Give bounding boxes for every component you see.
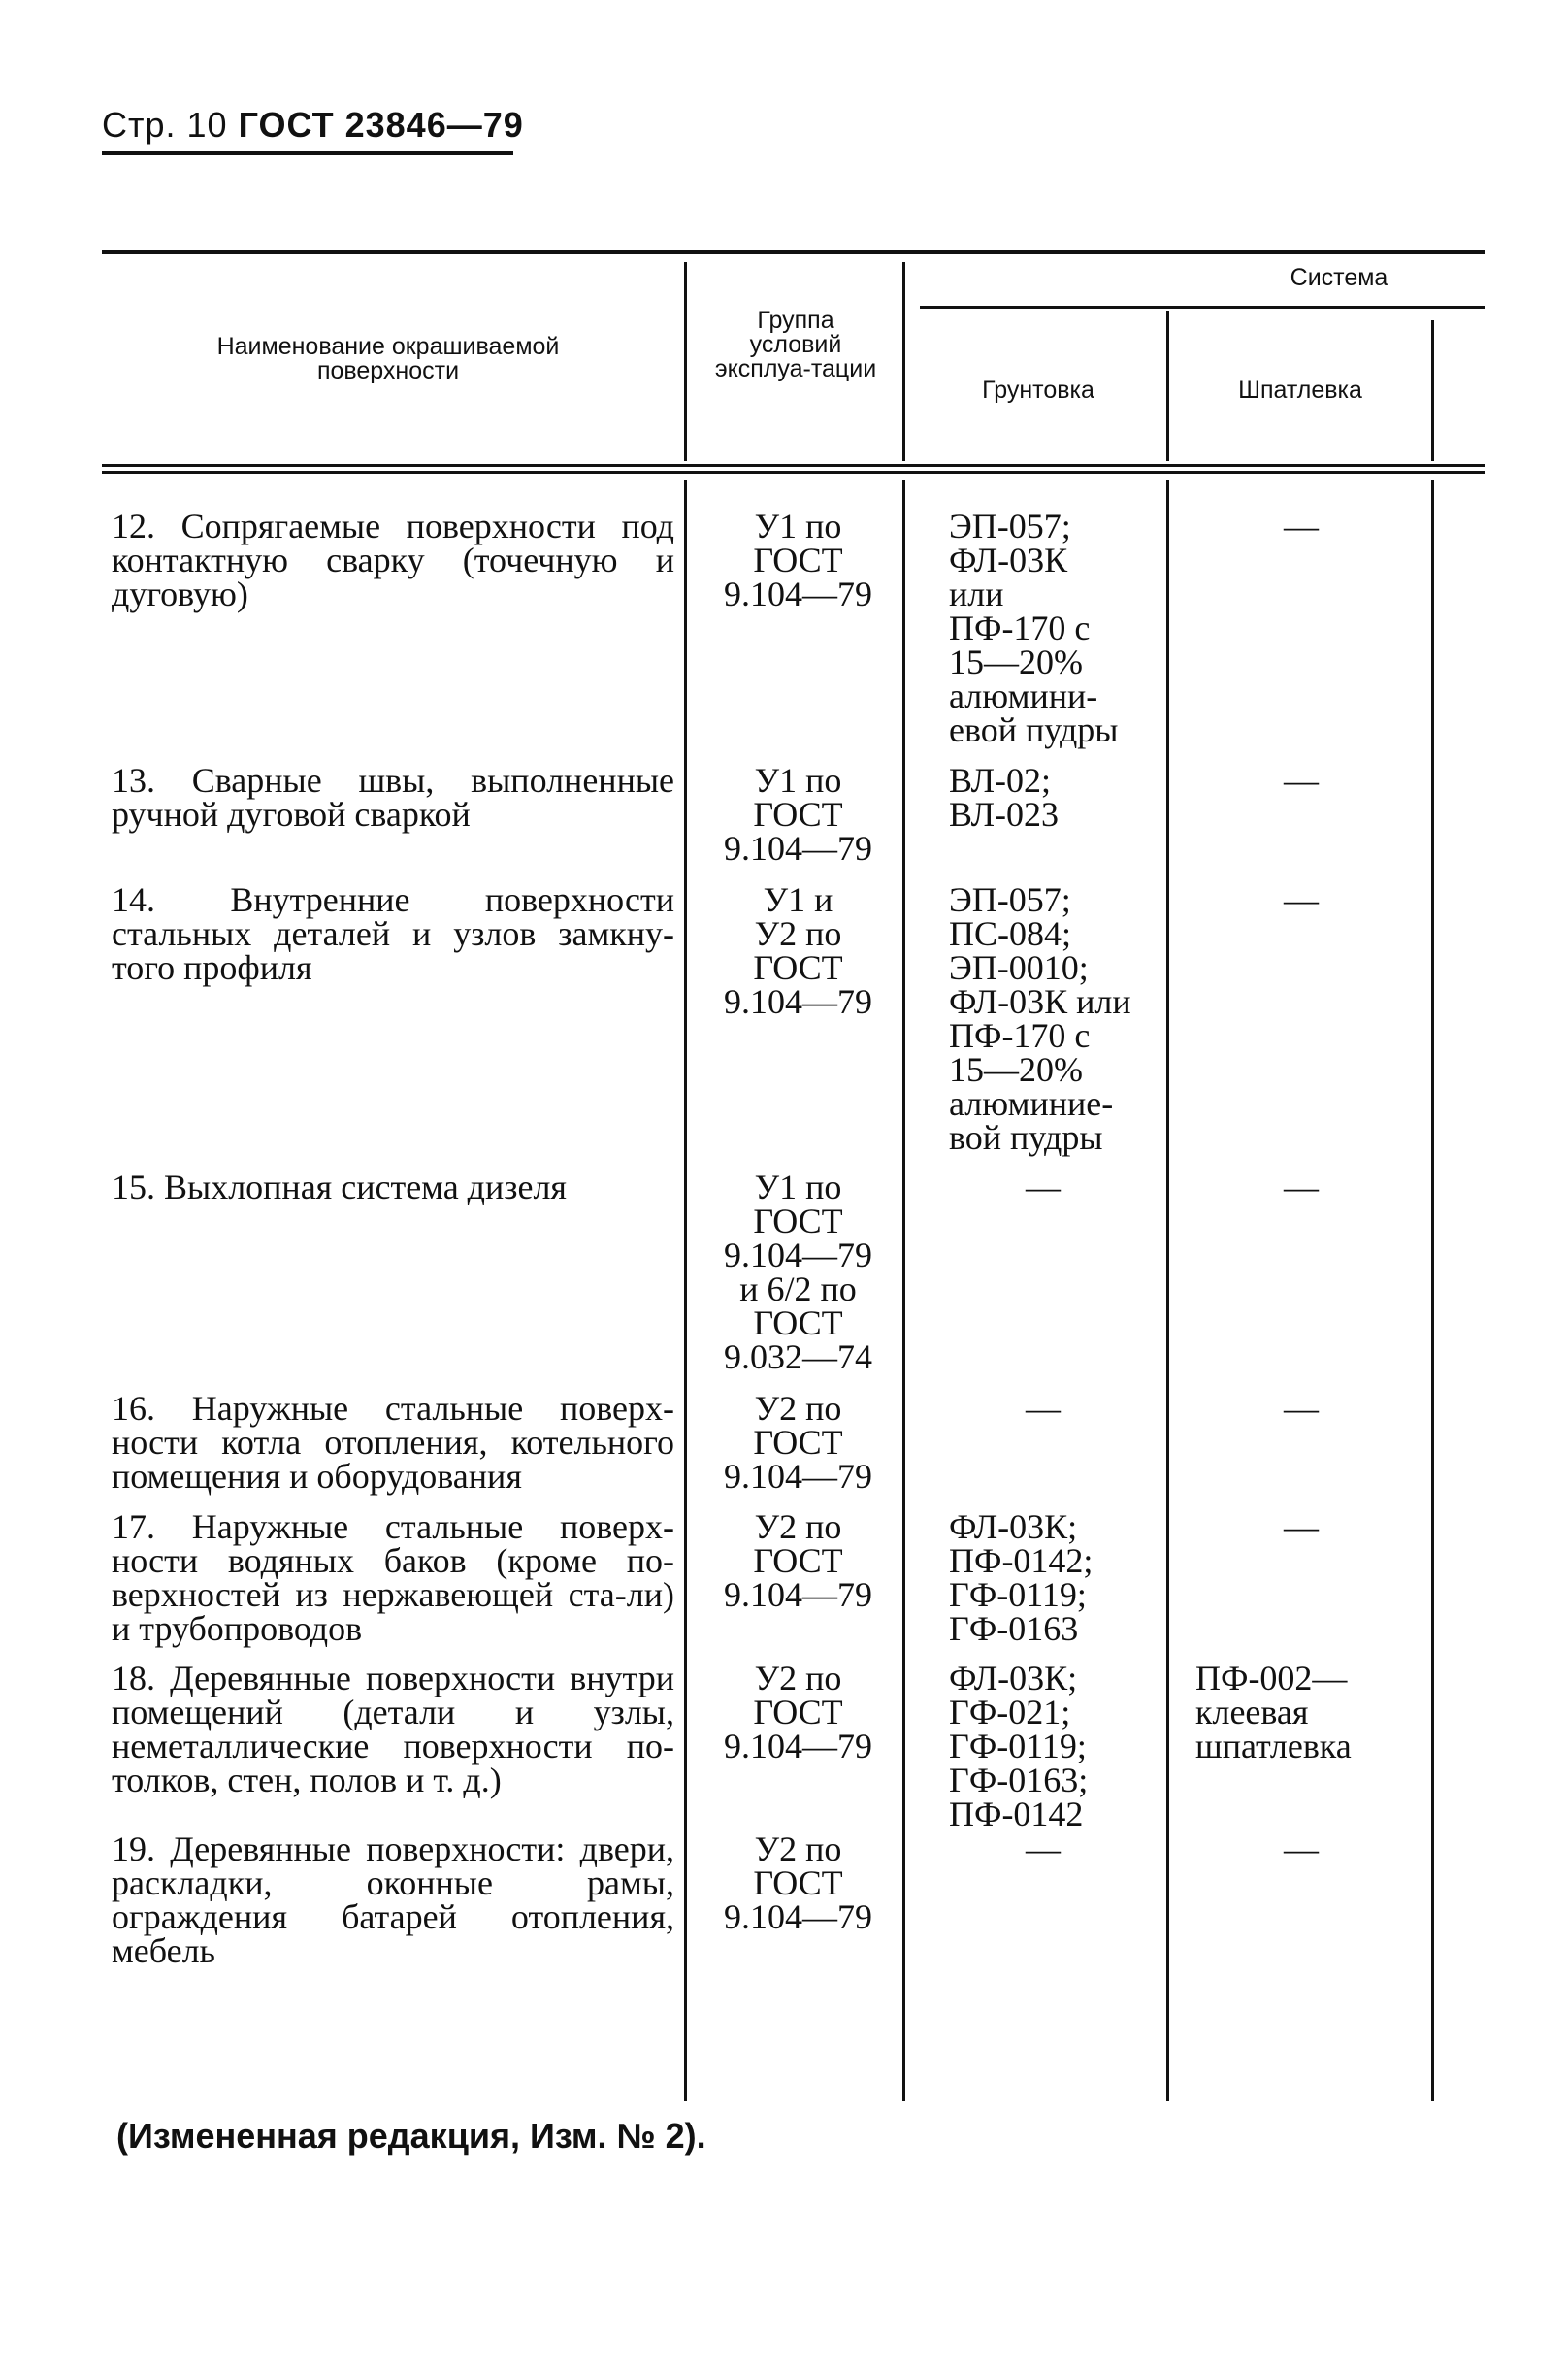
row-12-putty: —: [1284, 507, 1319, 545]
col-divider-4-head: [1431, 320, 1434, 461]
row-15-group: У1 по ГОСТ 9.104—79 и 6/2 по ГОСТ 9.032—74: [724, 1168, 872, 1376]
row-17-primer: ФЛ-03К; ПФ-0142; ГФ-0119; ГФ-0163: [949, 1507, 1094, 1648]
row-19-primer: —: [1026, 1829, 1061, 1868]
row-18-name: 18. Деревянные поверхности внутри помещений (детали и узлы, неметаллические поверхности по-толков, стен, полов и т. д.): [112, 1659, 674, 1799]
row-16-primer: —: [1026, 1389, 1061, 1428]
row-15-name: 15. Выхлопная система дизеля: [112, 1168, 567, 1206]
document-code: ГОСТ 23846—79: [238, 105, 524, 145]
col-divider-3-head: [1166, 311, 1169, 461]
row-14-primer: ЭП-057; ПС-084; ЭП-0010; ФЛ-03К или ПФ-170 с 15—20% алюминие- вой пудры: [949, 880, 1131, 1157]
column-header-group: Группа условий эксплуа-тации: [714, 307, 877, 382]
row-13-primer: ВЛ-02; ВЛ-023: [949, 761, 1060, 834]
col-divider-2-head: [902, 262, 905, 461]
page-header: [102, 105, 524, 146]
col-divider-1-head: [684, 262, 687, 461]
header-bottom-rule-1: [102, 464, 1485, 467]
row-18-putty: ПФ-002— клеевая шпатлевка: [1195, 1659, 1352, 1765]
row-13-name: 13. Сварные швы, выполненные ручной дуговой сваркой: [112, 761, 674, 834]
row-18-group: У2 по ГОСТ 9.104—79: [724, 1659, 872, 1765]
column-header-putty: Шпатлевка: [1238, 377, 1362, 404]
row-18-primer: ФЛ-03К; ГФ-021; ГФ-0119; ГФ-0163; ПФ-0142: [949, 1659, 1089, 1833]
row-19-name: 19. Деревянные поверхности: двери, раскладки, оконные рамы, ограждения батарей отопления, мебель: [112, 1829, 674, 1970]
row-16-group: У2 по ГОСТ 9.104—79: [724, 1389, 872, 1496]
row-14-putty: —: [1284, 880, 1319, 919]
header-bottom-rule-2: [102, 471, 1485, 474]
row-16-putty: —: [1284, 1389, 1319, 1428]
row-17-group: У2 по ГОСТ 9.104—79: [724, 1507, 872, 1614]
column-header-primer: Грунтовка: [982, 377, 1094, 404]
row-19-putty: —: [1284, 1829, 1319, 1868]
row-17-name: 17. Наружные стальные поверх-ности водяных баков (кроме по-верхностей из нержавеющей ста-ли) и трубопроводов: [112, 1507, 674, 1648]
column-header-system: Система: [1290, 264, 1388, 291]
row-13-putty: —: [1284, 761, 1319, 800]
table-top-rule: [102, 250, 1485, 254]
page-label: Стр. 10: [102, 105, 228, 145]
revision-note: (Измененная редакция, Изм. № 2).: [116, 2116, 706, 2156]
row-14-group: У1 и У2 по ГОСТ 9.104—79: [724, 880, 872, 1021]
row-19-group: У2 по ГОСТ 9.104—79: [724, 1829, 872, 1936]
row-14-name: 14. Внутренние поверхности стальных деталей и узлов замкну-того профиля: [112, 880, 674, 987]
system-subheader-rule: [920, 306, 1485, 309]
row-12-primer: ЭП-057; ФЛ-03К или ПФ-170 с 15—20% алюмини- евой пудры: [949, 507, 1119, 749]
col-divider-1: [684, 480, 687, 2101]
column-header-name: Наименование окрашиваемой поверхности: [216, 333, 560, 384]
col-divider-4: [1431, 480, 1434, 2101]
row-16-name: 16. Наружные стальные поверх-ности котла отопления, котельного помещения и оборудования: [112, 1389, 674, 1496]
row-12-group: У1 по ГОСТ 9.104—79: [724, 507, 872, 613]
row-12-name: 12. Сопрягаемые поверхности под контактную сварку (точечную и дуговую): [112, 507, 674, 613]
row-17-putty: —: [1284, 1507, 1319, 1546]
header-rule: [102, 151, 513, 155]
row-13-group: У1 по ГОСТ 9.104—79: [724, 761, 872, 868]
row-15-putty: —: [1284, 1168, 1319, 1206]
row-15-primer: —: [1026, 1168, 1061, 1206]
